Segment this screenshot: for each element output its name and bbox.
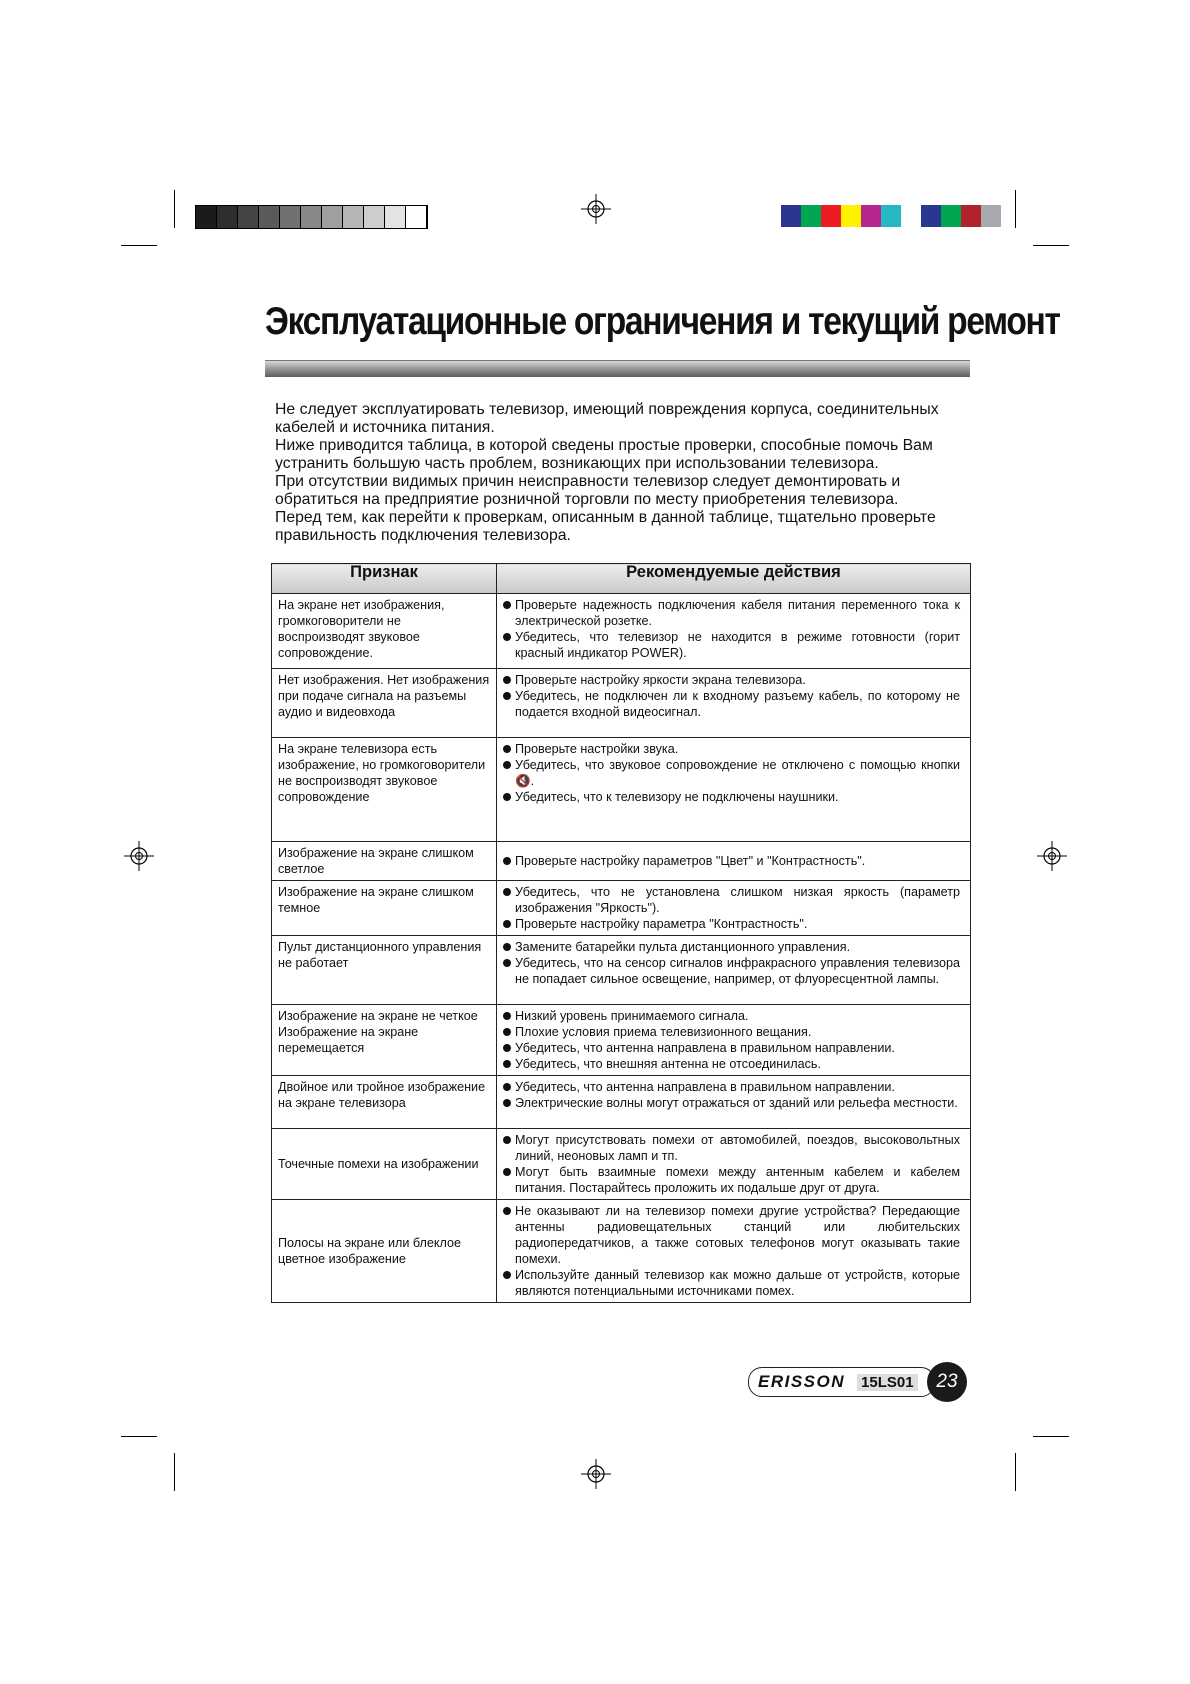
color-swatch — [881, 205, 901, 227]
crop-mark — [121, 245, 157, 246]
gray-swatch — [217, 206, 238, 228]
color-swatch — [861, 205, 881, 227]
table-row — [272, 936, 971, 1005]
crop-mark — [121, 1436, 157, 1437]
gray-swatch — [301, 206, 322, 228]
color-swatch — [841, 205, 861, 227]
registration-target-icon — [124, 841, 154, 871]
crop-mark — [174, 190, 175, 228]
color-swatch — [981, 205, 1001, 227]
gray-swatch — [406, 206, 427, 228]
color-swatch — [901, 205, 921, 227]
model-number: 15LS01 — [857, 1374, 918, 1391]
symptom-cell: Пульт дистанционного управления не работает — [272, 936, 497, 1005]
color-swatch — [821, 205, 841, 227]
color-swatch — [961, 205, 981, 227]
symptom-cell: Нет изображения. Нет изображения при подаче сигнала на разъемы аудио и видеовхода — [272, 669, 497, 738]
table-row — [272, 1129, 971, 1200]
actions-cell — [497, 1129, 971, 1200]
actions-cell — [497, 738, 971, 842]
intro-paragraph: Ниже приводится таблица, в которой сведены простые проверки, способные помочь Вам устранить большую часть проблем, возникающих при использовании телевизора. — [275, 437, 933, 472]
crop-mark — [1015, 1453, 1016, 1491]
title-underline — [265, 360, 970, 377]
actions-cell — [497, 594, 971, 669]
gray-swatch — [343, 206, 364, 228]
intro-paragraph: Перед тем, как перейти к проверкам, описанным в данной таблице, тщательно проверьте правильность подключения телевизора. — [275, 509, 936, 544]
color-swatch — [801, 205, 821, 227]
symptom-cell: Двойное или тройное изображение на экране телевизора — [272, 1076, 497, 1129]
action-item: Убедитесь, что внешняя антенна не отсоединилась. — [503, 1056, 960, 1072]
crop-mark — [1033, 245, 1069, 246]
crop-mark — [174, 1453, 175, 1491]
symptom-cell: Изображение на экране слишком темное — [272, 881, 497, 936]
action-item: Низкий уровень принимаемого сигнала. — [503, 1008, 960, 1024]
gray-swatch — [196, 206, 217, 228]
actions-cell — [497, 936, 971, 1005]
action-item: Убедитесь, что к телевизору не подключены наушники. — [503, 789, 960, 805]
registration-target-icon — [581, 1459, 611, 1489]
actions-cell — [497, 1200, 971, 1303]
action-item: Проверьте настройку параметров "Цвет" и "Контрастность". — [503, 853, 960, 869]
actions-cell — [497, 669, 971, 738]
table-row — [272, 842, 971, 881]
table-row — [272, 881, 971, 936]
color-swatch — [941, 205, 961, 227]
gray-swatch — [364, 206, 385, 228]
actions-cell — [497, 1005, 971, 1076]
action-item: Электрические волны могут отражаться от зданий или рельефа местности. — [503, 1095, 960, 1111]
intro-paragraph: Не следует эксплуатировать телевизор, имеющий повреждения корпуса, соединительных кабелей и источника питания. — [275, 401, 939, 436]
symptom-cell: На экране нет изображения, громкоговорители не воспроизводят звуковое сопровождение. — [272, 594, 497, 669]
action-item: Проверьте надежность подключения кабеля питания переменного тока к электрической розетке. — [503, 597, 960, 629]
column-header-symptom: Признак — [272, 564, 497, 594]
gray-swatch — [259, 206, 280, 228]
color-swatch — [781, 205, 801, 227]
table-row — [272, 1005, 971, 1076]
actions-cell — [497, 881, 971, 936]
color-calibration-bar — [781, 205, 1001, 227]
table-row — [272, 1200, 971, 1303]
brand-logo: ERISSON — [758, 1372, 846, 1391]
page-title: Эксплуатационные ограничения и текущий ремонт — [265, 300, 1060, 343]
action-item: Не оказывают ли на телевизор помехи другие устройства? Передающие антенны радиовещательных станций или любительских радиопередатчиков, а также сотовых телефонов могут оказывать такие помехи. — [503, 1203, 960, 1267]
action-item: Убедитесь, что не установлена слишком низкая яркость (параметр изображения "Яркость"). — [503, 884, 960, 916]
crop-mark — [1033, 1436, 1069, 1437]
symptom-cell: Изображение на экране слишком светлое — [272, 842, 497, 881]
intro-text — [275, 401, 965, 545]
gray-swatch — [238, 206, 259, 228]
action-item: Проверьте настройки звука. — [503, 741, 960, 757]
crop-mark — [1015, 190, 1016, 228]
registration-target-icon — [581, 194, 611, 224]
gray-swatch — [280, 206, 301, 228]
column-header-actions: Рекомендуемые действия — [497, 564, 971, 594]
brand-badge — [748, 1367, 935, 1397]
troubleshooting-table — [271, 563, 971, 1303]
action-item: Убедитесь, не подключен ли к входному разъему кабель, по которому не подается входной видеосигнал. — [503, 688, 960, 720]
gray-swatch — [322, 206, 343, 228]
color-swatch — [921, 205, 941, 227]
symptom-cell: На экране телевизора есть изображение, но громкоговорители не воспроизводят звуковое сопровождение — [272, 738, 497, 842]
action-item: Замените батарейки пульта дистанционного управления. — [503, 939, 960, 955]
action-item: Используйте данный телевизор как можно дальше от устройств, которые являются потенциальными источниками помех. — [503, 1267, 960, 1299]
page-number: 23 — [927, 1362, 967, 1402]
action-item: Убедитесь, что антенна направлена в правильном направлении. — [503, 1079, 960, 1095]
action-item: Убедитесь, что телевизор не находится в режиме готовности (горит красный индикатор POWER). — [503, 629, 960, 661]
registration-target-icon — [1037, 841, 1067, 871]
table-row — [272, 1076, 971, 1129]
symptom-cell: Точечные помехи на изображении — [272, 1129, 497, 1200]
action-item: Убедитесь, что звуковое сопровождение не отключено с помощью кнопки 🔇. — [503, 757, 960, 789]
actions-cell — [497, 1076, 971, 1129]
symptom-cell: Изображение на экране не четкое Изображение на экране перемещается — [272, 1005, 497, 1076]
intro-paragraph: При отсутствии видимых причин неисправности телевизор следует демонтировать и обратиться на предприятие розничной торговли по месту приобретения телевизора. — [275, 473, 901, 508]
actions-cell — [497, 842, 971, 881]
table-row — [272, 669, 971, 738]
symptom-cell: Полосы на экране или блеклое цветное изображение — [272, 1200, 497, 1303]
action-item: Проверьте настройку параметра "Контрастность". — [503, 916, 960, 932]
table-row — [272, 738, 971, 842]
action-item: Убедитесь, что на сенсор сигналов инфракрасного управления телевизора не попадает сильное освещение, например, от флуоресцентной лампы. — [503, 955, 960, 987]
gray-swatch — [385, 206, 406, 228]
action-item: Убедитесь, что антенна направлена в правильном направлении. — [503, 1040, 960, 1056]
grayscale-calibration-bar — [195, 205, 428, 229]
action-item: Проверьте настройку яркости экрана телевизора. — [503, 672, 960, 688]
table-row — [272, 594, 971, 669]
action-item: Плохие условия приема телевизионного вещания. — [503, 1024, 960, 1040]
action-item: Могут присутствовать помехи от автомобилей, поездов, высоковольтных линий, неоновых ламп и тп. — [503, 1132, 960, 1164]
action-item: Могут быть взаимные помехи между антенным кабелем и кабелем питания. Постарайтесь проложить их подальше друг от друга. — [503, 1164, 960, 1196]
